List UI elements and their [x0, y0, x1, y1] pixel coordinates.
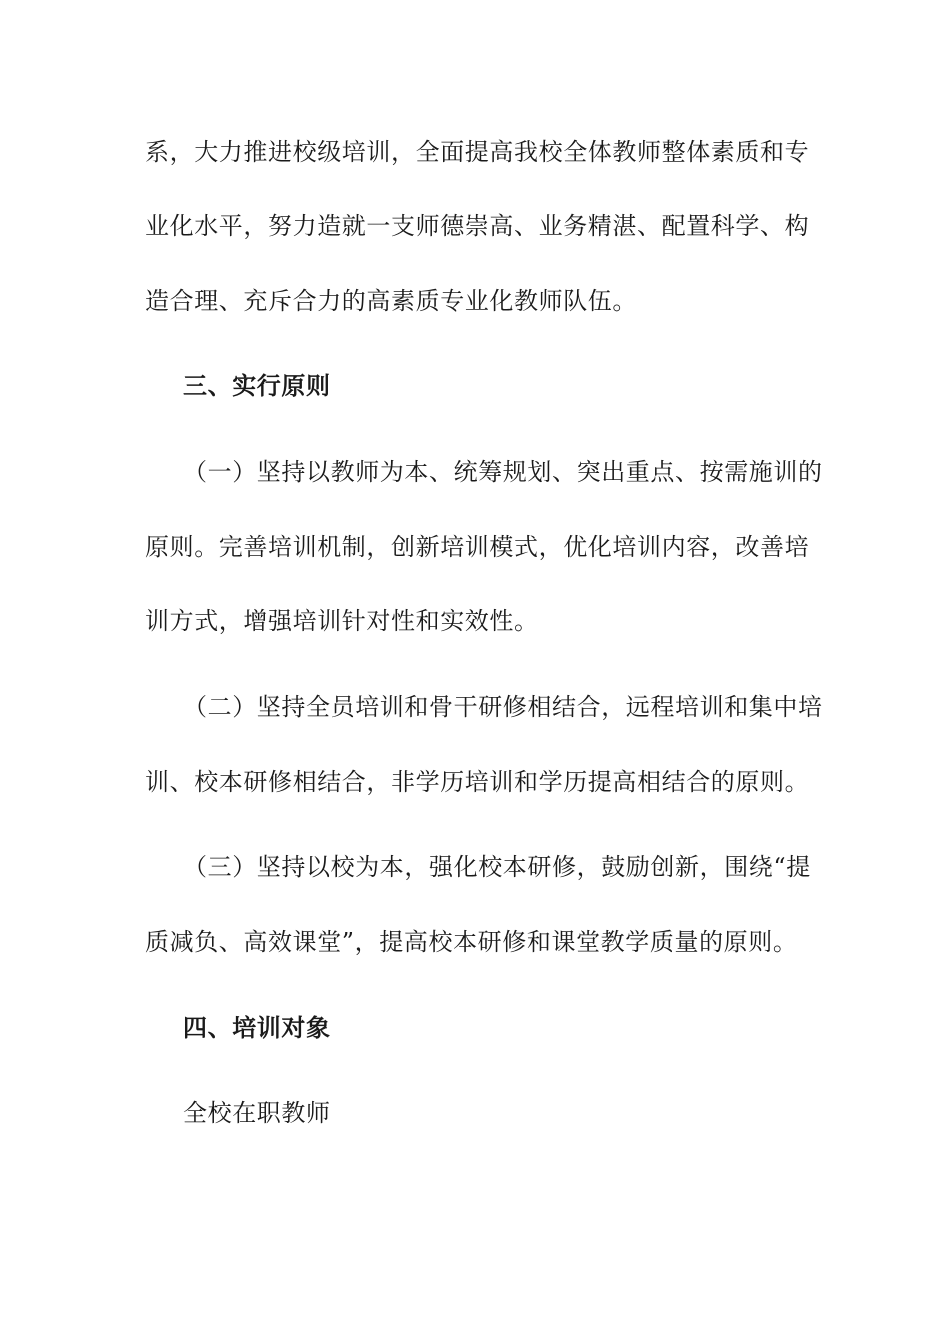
section-3-item-1-line-2: 原则。完善培训机制，创新培训模式，优化培训内容，改善培 [145, 533, 810, 561]
section-3-item-2-line-1: （二）坚持全员培训和骨干研修相结合，远程培训和集中培 [183, 693, 823, 721]
section-4-body: 全校在职教师 [183, 1099, 331, 1127]
section-3-item-1-line-3: 训方式，增强培训针对性和实效性。 [145, 607, 539, 635]
paragraph-intro-line-1: 系，大力推进校级培训，全面提高我校全体教师整体素质和专 [145, 138, 810, 166]
section-3-item-3-line-1: （三）坚持以校为本，强化校本研修，鼓励创新，围绕“提 [183, 853, 811, 881]
section-3-item-2-line-2: 训、校本研修相结合，非学历培训和学历提高相结合的原则。 [145, 768, 810, 796]
section-4-heading: 四、培训对象 [183, 1013, 331, 1042]
section-3-item-1-line-1: （一）坚持以教师为本、统筹规划、突出重点、按需施训的 [183, 458, 823, 486]
section-3-heading: 三、实行原则 [183, 371, 331, 400]
section-3-item-3-line-2: 质减负、高效课堂”，提高校本研修和课堂教学质量的原则。 [145, 928, 798, 956]
paragraph-intro-line-3: 造合理、充斥合力的高素质专业化教师队伍。 [145, 287, 637, 315]
paragraph-intro-line-2: 业化水平，努力造就一支师德崇高、业务精湛、配置科学、构 [145, 212, 810, 240]
